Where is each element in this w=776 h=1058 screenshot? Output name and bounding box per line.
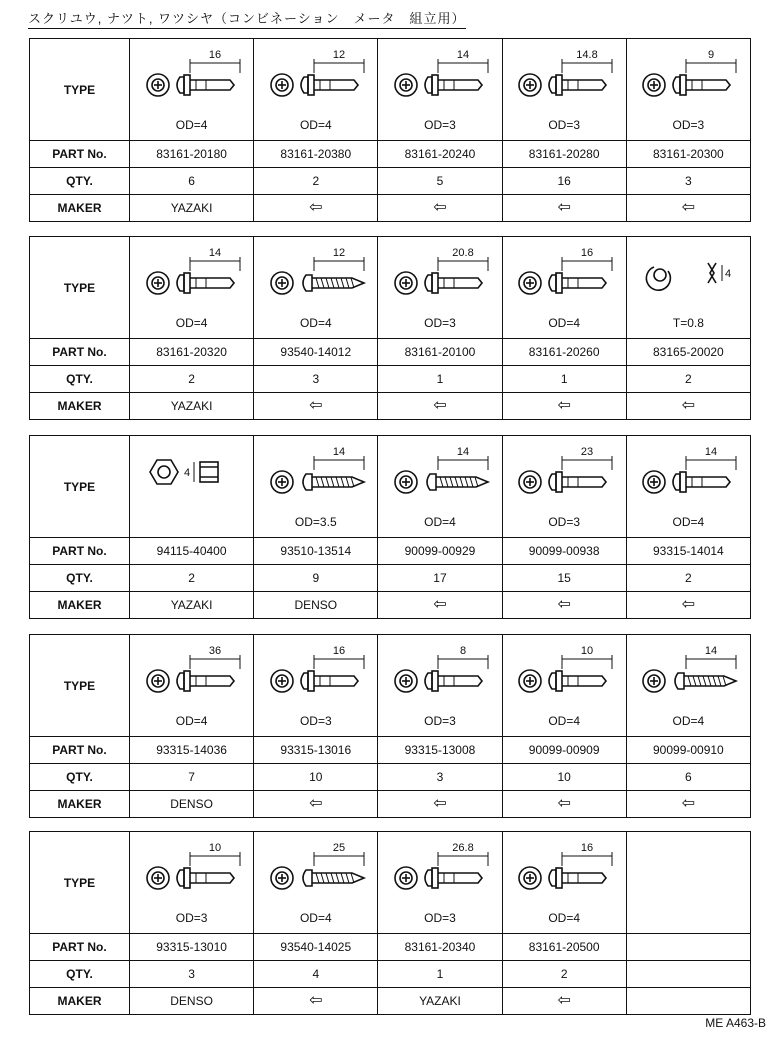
- part-drawing: [130, 436, 253, 537]
- qty-value: 9: [254, 565, 378, 592]
- dimension-label: 20.8: [452, 247, 474, 259]
- screw-washer-icon: [519, 842, 612, 889]
- part-drawing: [254, 635, 377, 736]
- part-no-label: PART No.: [30, 339, 130, 366]
- part-figure: [136, 832, 248, 902]
- qty-value: 3: [254, 366, 378, 393]
- dimension-label: 10: [581, 645, 594, 657]
- part-spec: OD=3: [299, 714, 332, 728]
- part-type-cell: [502, 635, 626, 737]
- part-type-cell: [254, 237, 378, 339]
- part-no-value: 83161-20300: [626, 141, 750, 168]
- part-type-cell: [130, 39, 254, 141]
- same-as-left-arrow-icon: ⇦: [254, 791, 378, 818]
- screw-washer-icon: [147, 645, 240, 692]
- part-no-row: [30, 737, 751, 764]
- type-label: TYPE: [30, 237, 130, 339]
- part-no-value: 93315-13010: [130, 934, 254, 961]
- type-row: [30, 635, 751, 737]
- qty-value: 15: [502, 565, 626, 592]
- qty-label: QTY.: [30, 961, 130, 988]
- part-no-value: 83161-20500: [502, 934, 626, 961]
- maker-value: DENSO: [130, 988, 254, 1015]
- dimension-label: 8: [459, 645, 467, 657]
- part-drawing: [503, 635, 626, 736]
- part-drawing: [254, 237, 377, 338]
- qty-value: 6: [130, 168, 254, 195]
- type-label: TYPE: [30, 832, 130, 934]
- parts-table-3: [29, 435, 751, 619]
- part-type-cell: [378, 436, 502, 538]
- qty-label: QTY.: [30, 565, 130, 592]
- qty-label: QTY.: [30, 168, 130, 195]
- maker-value: YAZAKI: [130, 195, 254, 222]
- same-as-left-arrow-icon: ⇦: [502, 195, 626, 222]
- part-drawing: [627, 39, 750, 140]
- same-as-left-arrow-icon: ⇦: [378, 195, 502, 222]
- qty-row: [30, 764, 751, 791]
- same-as-left-arrow-icon: ⇦: [502, 592, 626, 619]
- maker-value: YAZAKI: [378, 988, 502, 1015]
- part-drawing: [130, 39, 253, 140]
- same-as-left-arrow-icon: ⇦: [254, 393, 378, 420]
- part-no-value: 93315-13008: [378, 737, 502, 764]
- empty-cell: [626, 961, 750, 988]
- dimension-label: 16: [581, 247, 594, 259]
- dimension-label: 4: [725, 268, 732, 280]
- part-type-cell: [130, 635, 254, 737]
- part-type-cell: [378, 237, 502, 339]
- dimension-label: 16: [208, 49, 221, 61]
- screw-washer-icon: [395, 49, 488, 96]
- dimension-label: 23: [581, 446, 594, 458]
- document-code: ME A463-B: [705, 1016, 766, 1030]
- part-figure: [384, 635, 496, 705]
- part-figure: [136, 39, 248, 109]
- part-figure: [384, 237, 496, 307]
- qty-row: [30, 168, 751, 195]
- part-no-value: 83161-20280: [502, 141, 626, 168]
- maker-value: YAZAKI: [130, 393, 254, 420]
- part-no-value: 90099-00910: [626, 737, 750, 764]
- part-no-value: 83161-20260: [502, 339, 626, 366]
- part-drawing: [254, 39, 377, 140]
- part-no-row: [30, 934, 751, 961]
- same-as-left-arrow-icon: ⇦: [626, 195, 750, 222]
- part-no-value: 90099-00938: [502, 538, 626, 565]
- screw-washer-icon: [147, 842, 240, 889]
- maker-value: DENSO: [254, 592, 378, 619]
- dimension-label: 4: [183, 467, 190, 479]
- same-as-left-arrow-icon: ⇦: [254, 988, 378, 1015]
- part-no-value: 83161-20320: [130, 339, 254, 366]
- maker-row: [30, 393, 751, 420]
- part-no-row: [30, 538, 751, 565]
- part-figure: [260, 635, 372, 705]
- screw-washer-icon: [395, 645, 488, 692]
- part-type-cell: [254, 832, 378, 934]
- dimension-label: 14.8: [576, 49, 598, 61]
- part-no-value: 83161-20180: [130, 141, 254, 168]
- hex-nut-icon: [150, 460, 218, 484]
- part-spec: OD=3: [672, 118, 705, 132]
- part-type-cell: [502, 436, 626, 538]
- part-type-cell: [626, 635, 750, 737]
- parts-table-1: [29, 38, 751, 222]
- part-figure: [136, 635, 248, 705]
- part-figure: [260, 832, 372, 902]
- same-as-left-arrow-icon: ⇦: [378, 393, 502, 420]
- parts-table-4: [29, 634, 751, 818]
- part-drawing: [130, 832, 253, 933]
- part-drawing: [378, 832, 501, 933]
- part-figure: [632, 635, 744, 705]
- part-drawing: [503, 39, 626, 140]
- part-type-cell: [254, 39, 378, 141]
- part-drawing: [503, 436, 626, 537]
- part-type-cell: [130, 436, 254, 538]
- part-no-value: 90099-00909: [502, 737, 626, 764]
- screw-washer-icon: [643, 446, 736, 493]
- part-figure: [260, 39, 372, 109]
- type-row: [30, 832, 751, 934]
- dimension-label: 12: [332, 247, 345, 259]
- part-figure: [632, 237, 744, 307]
- qty-value: 4: [254, 961, 378, 988]
- part-no-value: 93540-14025: [254, 934, 378, 961]
- part-type-cell: [502, 237, 626, 339]
- part-type-cell: [254, 635, 378, 737]
- maker-label: MAKER: [30, 195, 130, 222]
- part-spec: OD=4: [175, 714, 208, 728]
- part-no-value: 93315-14014: [626, 538, 750, 565]
- type-label: TYPE: [30, 39, 130, 141]
- part-no-value: 83161-20380: [254, 141, 378, 168]
- part-figure: [260, 237, 372, 307]
- part-drawing: [378, 635, 501, 736]
- part-figure: [508, 39, 620, 109]
- part-figure: [508, 832, 620, 902]
- part-figure: [632, 436, 744, 506]
- part-spec: OD=4: [548, 911, 580, 925]
- dimension-label: 25: [332, 842, 345, 854]
- part-figure: [260, 436, 372, 506]
- type-row: [30, 436, 751, 538]
- type-row: [30, 237, 751, 339]
- qty-value: 2: [254, 168, 378, 195]
- screw-washer-icon: [395, 247, 488, 294]
- part-drawing: [378, 39, 501, 140]
- dimension-label: 16: [332, 645, 345, 657]
- same-as-left-arrow-icon: ⇦: [626, 393, 750, 420]
- part-no-label: PART No.: [30, 538, 130, 565]
- page-title: スクリユウ, ナツト, ワツシヤ（コンビネーション メータ 組立用）: [28, 8, 466, 29]
- type-label: TYPE: [30, 436, 130, 538]
- maker-row: [30, 592, 751, 619]
- part-drawing: [254, 436, 377, 537]
- qty-value: 1: [502, 366, 626, 393]
- maker-row: [30, 195, 751, 222]
- qty-value: 3: [130, 961, 254, 988]
- part-spec: OD=4: [424, 515, 456, 529]
- part-no-label: PART No.: [30, 141, 130, 168]
- dimension-label: 16: [581, 842, 594, 854]
- dimension-label: 14: [456, 49, 470, 61]
- part-drawing: [627, 237, 750, 338]
- screw-washer-icon: [643, 49, 736, 96]
- screw-washer-icon: [271, 645, 364, 692]
- qty-label: QTY.: [30, 366, 130, 393]
- part-no-value: 93315-14036: [130, 737, 254, 764]
- part-no-value: 93540-14012: [254, 339, 378, 366]
- same-as-left-arrow-icon: ⇦: [502, 791, 626, 818]
- qty-value: 1: [378, 961, 502, 988]
- part-figure: [508, 237, 620, 307]
- same-as-left-arrow-icon: ⇦: [502, 988, 626, 1015]
- part-figure: [136, 237, 248, 307]
- part-spec: OD=4: [672, 714, 705, 728]
- part-drawing: [254, 832, 377, 933]
- screw-washer-icon: [395, 842, 488, 889]
- qty-value: 2: [130, 366, 254, 393]
- qty-row: [30, 565, 751, 592]
- maker-row: [30, 988, 751, 1015]
- part-drawing: [627, 635, 750, 736]
- qty-value: 2: [130, 565, 254, 592]
- part-type-cell: [502, 832, 626, 934]
- same-as-left-arrow-icon: ⇦: [626, 791, 750, 818]
- part-figure: [384, 39, 496, 109]
- tapping-screw-icon: [271, 842, 364, 889]
- same-as-left-arrow-icon: ⇦: [626, 592, 750, 619]
- part-spec: OD=3: [424, 911, 456, 925]
- part-no-row: [30, 339, 751, 366]
- part-type-cell: [378, 832, 502, 934]
- maker-label: MAKER: [30, 988, 130, 1015]
- qty-value: 1: [378, 366, 502, 393]
- part-no-value: 83165-20020: [626, 339, 750, 366]
- qty-value: 10: [502, 764, 626, 791]
- part-drawing: [378, 436, 501, 537]
- part-no-value: 93315-13016: [254, 737, 378, 764]
- part-spec: OD=4: [299, 316, 332, 330]
- qty-row: [30, 366, 751, 393]
- maker-row: [30, 791, 751, 818]
- dimension-label: 10: [208, 842, 221, 854]
- part-spec: OD=4: [299, 118, 332, 132]
- part-figure: [508, 436, 620, 506]
- part-drawing: [378, 237, 501, 338]
- qty-value: 3: [626, 168, 750, 195]
- qty-value: 7: [130, 764, 254, 791]
- part-spec: OD=3: [424, 118, 456, 132]
- screw-washer-icon: [147, 247, 240, 294]
- maker-value: YAZAKI: [130, 592, 254, 619]
- maker-value: DENSO: [130, 791, 254, 818]
- tapping-screw-icon: [271, 247, 364, 294]
- part-spec: OD=3: [424, 714, 456, 728]
- same-as-left-arrow-icon: ⇦: [254, 195, 378, 222]
- empty-cell: [626, 988, 750, 1015]
- part-spec: OD=4: [548, 714, 580, 728]
- dimension-label: 14: [456, 446, 470, 458]
- screw-washer-icon: [519, 446, 612, 493]
- empty-cell: [626, 934, 750, 961]
- part-no-row: [30, 141, 751, 168]
- part-spec: OD=3: [424, 316, 456, 330]
- dimension-label: 14: [705, 645, 718, 657]
- maker-label: MAKER: [30, 393, 130, 420]
- type-label: TYPE: [30, 635, 130, 737]
- maker-label: MAKER: [30, 791, 130, 818]
- part-spec: OD=3: [548, 118, 580, 132]
- screw-washer-icon: [519, 49, 612, 96]
- qty-label: QTY.: [30, 764, 130, 791]
- dimension-label: 9: [708, 49, 715, 61]
- screw-washer-icon: [271, 49, 364, 96]
- same-as-left-arrow-icon: ⇦: [502, 393, 626, 420]
- part-type-cell: [626, 436, 750, 538]
- part-drawing: [130, 237, 253, 338]
- part-drawing: [503, 832, 626, 933]
- tapping-screw-icon: [271, 446, 364, 493]
- part-spec: OD=4: [299, 911, 332, 925]
- part-no-value: 83161-20240: [378, 141, 502, 168]
- part-spec: T=0.8: [672, 316, 704, 330]
- qty-value: 6: [626, 764, 750, 791]
- part-type-cell: [130, 237, 254, 339]
- part-type-cell: [378, 635, 502, 737]
- part-spec: OD=4: [175, 118, 208, 132]
- parts-table-2: [29, 236, 751, 420]
- parts-table-5: [29, 831, 751, 1015]
- same-as-left-arrow-icon: ⇦: [378, 791, 502, 818]
- tapping-screw-icon: [643, 645, 736, 692]
- part-type-cell: [378, 39, 502, 141]
- qty-value: 17: [378, 565, 502, 592]
- part-spec: OD=4: [672, 515, 705, 529]
- part-type-cell: [502, 39, 626, 141]
- part-no-value: 83161-20100: [378, 339, 502, 366]
- part-type-cell: [626, 39, 750, 141]
- part-no-value: 83161-20340: [378, 934, 502, 961]
- part-spec: OD=4: [548, 316, 580, 330]
- dimension-label: 14: [705, 446, 718, 458]
- maker-label: MAKER: [30, 592, 130, 619]
- part-type-cell: [130, 832, 254, 934]
- part-no-label: PART No.: [30, 934, 130, 961]
- part-drawing: [130, 635, 253, 736]
- part-no-label: PART No.: [30, 737, 130, 764]
- part-spec: OD=3: [548, 515, 580, 529]
- part-figure: [508, 635, 620, 705]
- spring-washer-icon: [647, 263, 732, 290]
- qty-value: 3: [378, 764, 502, 791]
- part-figure: [384, 832, 496, 902]
- screw-washer-icon: [519, 645, 612, 692]
- part-type-cell: [254, 436, 378, 538]
- qty-row: [30, 961, 751, 988]
- part-figure: [632, 39, 744, 109]
- qty-value: 16: [502, 168, 626, 195]
- dimension-label: 26.8: [452, 842, 474, 854]
- same-as-left-arrow-icon: ⇦: [378, 592, 502, 619]
- qty-value: 5: [378, 168, 502, 195]
- dimension-label: 14: [332, 446, 345, 458]
- part-figure: [384, 436, 496, 506]
- part-spec: OD=3.5: [294, 515, 337, 529]
- qty-value: 2: [626, 565, 750, 592]
- part-drawing: [627, 436, 750, 537]
- qty-value: 2: [626, 366, 750, 393]
- dimension-label: 36: [208, 645, 221, 657]
- qty-value: 10: [254, 764, 378, 791]
- part-type-cell: [626, 237, 750, 339]
- screw-washer-icon: [147, 49, 240, 96]
- screw-washer-icon: [519, 247, 612, 294]
- part-no-value: 93510-13514: [254, 538, 378, 565]
- dimension-label: 12: [332, 49, 345, 61]
- part-no-value: 90099-00929: [378, 538, 502, 565]
- part-figure: [136, 436, 248, 506]
- empty-cell: [626, 832, 750, 934]
- part-no-value: 94115-40400: [130, 538, 254, 565]
- part-spec: OD=4: [175, 316, 208, 330]
- part-spec: OD=3: [175, 911, 208, 925]
- type-row: [30, 39, 751, 141]
- tapping-screw-icon: [395, 446, 488, 493]
- part-drawing: [503, 237, 626, 338]
- dimension-label: 14: [208, 247, 221, 259]
- qty-value: 2: [502, 961, 626, 988]
